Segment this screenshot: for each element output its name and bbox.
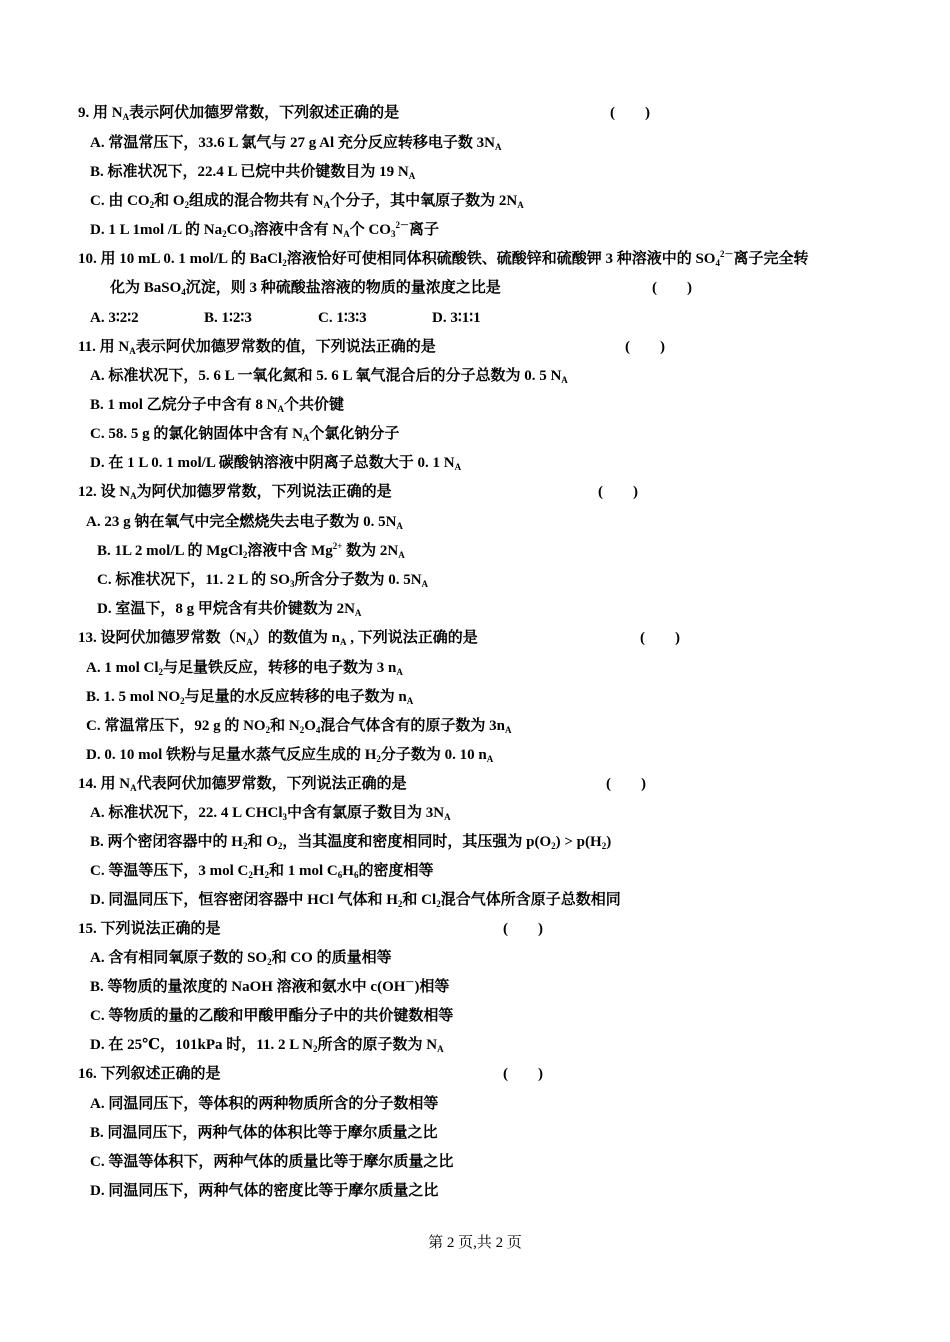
- answer-blank-14: ( ): [606, 776, 646, 792]
- question-12-option-b: B. 1L 2 mol/L 的 MgCl$_2$溶液中含 $Mg^{2+}$ 数为 $2N_A$: [97, 541, 405, 560]
- question-15-option-b: B. 等物质的量浓度的 NaOH 溶液和氨水中 c(OH－)相等: [90, 977, 450, 995]
- question-10-option-a: A. 3∶2∶2: [90, 310, 139, 326]
- answer-blank-12: ( ): [598, 484, 638, 500]
- question-16-option-b: B. 同温同压下，两种气体的体积比等于摩尔质量之比: [90, 1125, 438, 1141]
- question-10-option-b: B. 1∶2∶3: [204, 310, 252, 326]
- question-9-option-c: C. 由 $CO_2$和 $O_2$组成的混合物共有 $N_A$个分子，其中氧原子数为 $2N_A$: [90, 193, 524, 210]
- answer-blank-13: ( ): [640, 630, 680, 646]
- question-10-stem-cont: 化为 BaSO$_4$沉淀，则 3 种硫酸盐溶液的物质的量浓度之比是: [110, 280, 501, 297]
- question-16-stem: 16. 下列叙述正确的是: [78, 1066, 221, 1082]
- question-11-option-b: B. 1 mol 乙烷分子中含有 8 $N_A$个共价键: [90, 397, 345, 414]
- question-13-option-a: A. 1 mol $Cl_2$与足量铁反应，转移的电子数为 3 $n_A$: [86, 660, 403, 677]
- answer-blank-11: ( ): [625, 339, 665, 355]
- question-10-option-d: D. 3∶1∶1: [432, 310, 481, 326]
- question-15-option-c: C. 等物质的量的乙酸和甲酸甲酯分子中的共价键数相等: [90, 1008, 454, 1024]
- question-13-option-b: B. 1. 5 mol $NO_2$与足量的水反应转移的电子数为 $n_A$: [86, 689, 414, 706]
- question-13-option-d: D. 0. 10 mol 铁粉与足量水蒸气反应生成的 $H_2$分子数为 0. 10 $n_A$: [86, 747, 494, 764]
- question-9-option-b: B. 标准状况下，22.4 L 已烷中共价键数目为 19 $N_A$: [90, 164, 416, 181]
- question-11-stem: 11. 用 $N_A$表示阿伏加德罗常数的值，下列说法正确的是: [78, 339, 436, 356]
- question-9-stem: 9. 用 $N_A$表示阿伏加德罗常数，下列叙述正确的是: [78, 105, 400, 122]
- answer-blank-15: ( ): [503, 921, 543, 937]
- question-9-option-d: D. 1 L 1mol /L 的 $Na_2CO_3$溶液中含有 $N_A$个 $CO_3^{2-}$离子: [90, 220, 439, 239]
- question-12-option-d: D. 室温下，8 g 甲烷含有共价键数为 $2N_A$: [97, 601, 362, 618]
- question-11-option-a: A. 标准状况下，5. 6 L 一氧化氮和 5. 6 L 氧气混合后的分子总数为 0. 5 $N_A$: [90, 368, 568, 385]
- question-10-stem: 10. 用 10 mL 0. 1 mol/L 的 BaCl$_2$溶液恰好可使相同体积硫酸铁、硫酸锌和硫酸钾 3 种溶液中的 $SO_4^{2-}$离子完全转: [78, 249, 809, 268]
- question-9-option-a: A. 常温常压下，33.6 L 氯气与 27 g Al 充分反应转移电子数 $3N_A$: [90, 135, 502, 152]
- question-15-stem: 15. 下列说法正确的是: [78, 921, 221, 937]
- question-14-option-a: A. 标准状况下，22. 4 L CHCl$_3$中含有氯原子数目为 $3N_A$: [90, 805, 451, 822]
- question-15-option-a: A. 含有相同氧原子数的 $SO_2$和 CO 的质量相等: [90, 950, 392, 967]
- question-14-stem: 14. 用 $N_A$代表阿伏加德罗常数，下列说法正确的是: [78, 776, 407, 793]
- question-12-option-a: A. 23 g 钠在氧气中完全燃烧失去电子数为 0. $5N_A$: [86, 514, 403, 531]
- question-16-option-d: D. 同温同压下，两种气体的密度比等于摩尔质量之比: [90, 1183, 439, 1199]
- answer-blank-16: ( ): [503, 1066, 543, 1082]
- question-11-option-d: D. 在 1 L 0. 1 mol/L 碳酸钠溶液中阴离子总数大于 0. 1 $N_A$: [90, 455, 462, 472]
- question-14-option-d: D. 同温同压下，恒容密闭容器中 HCl 气体和 $H_2$和 $Cl_2$混合气体所含原子总数相同: [90, 892, 621, 909]
- question-12-stem: 12. 设 $N_A$为阿伏加德罗常数，下列说法正确的是: [78, 484, 392, 501]
- answer-blank-10: ( ): [652, 280, 692, 296]
- answer-blank-9: ( ): [610, 105, 650, 121]
- question-12-option-c: C. 标准状况下，11. 2 L 的 $SO_3$所含分子数为 0. $5N_A$: [97, 572, 429, 589]
- question-13-stem: 13. 设阿伏加德罗常数$(N_A)$的数值为 $n_A$ , 下列说法正确的是: [78, 630, 478, 647]
- question-16-option-c: C. 等温等体积下，两种气体的质量比等于摩尔质量之比: [90, 1154, 454, 1170]
- question-16-option-a: A. 同温同压下，等体积的两种物质所含的分子数相等: [90, 1096, 439, 1112]
- question-14-option-c: C. 等温等压下，3 mol $C_2H_2$和 1 mol $C_6H_6$的密度相等: [90, 863, 434, 880]
- question-11-option-c: C. 58. 5 g 的氯化钠固体中含有 $N_A$个氯化钠分子: [90, 426, 400, 443]
- question-15-option-d: D. 在 25℃，101kPa 时，11. 2 L $N_2$所含的原子数为 $N_A$: [90, 1037, 444, 1054]
- question-14-option-b: B. 两个密闭容器中的 $H_2$和 $O_2$，当其温度和密度相同时，其压强为 $p(O_2) > p(H_2)$: [90, 834, 612, 851]
- page-footer: 第 2 页,共 2 页: [428, 1235, 522, 1251]
- question-13-option-c: C. 常温常压下，92 g 的 $NO_2$和 $N_2O_4$混合气体含有的原子数为 $3n_A$: [86, 718, 512, 735]
- question-10-option-c: C. 1∶3∶3: [318, 310, 367, 326]
